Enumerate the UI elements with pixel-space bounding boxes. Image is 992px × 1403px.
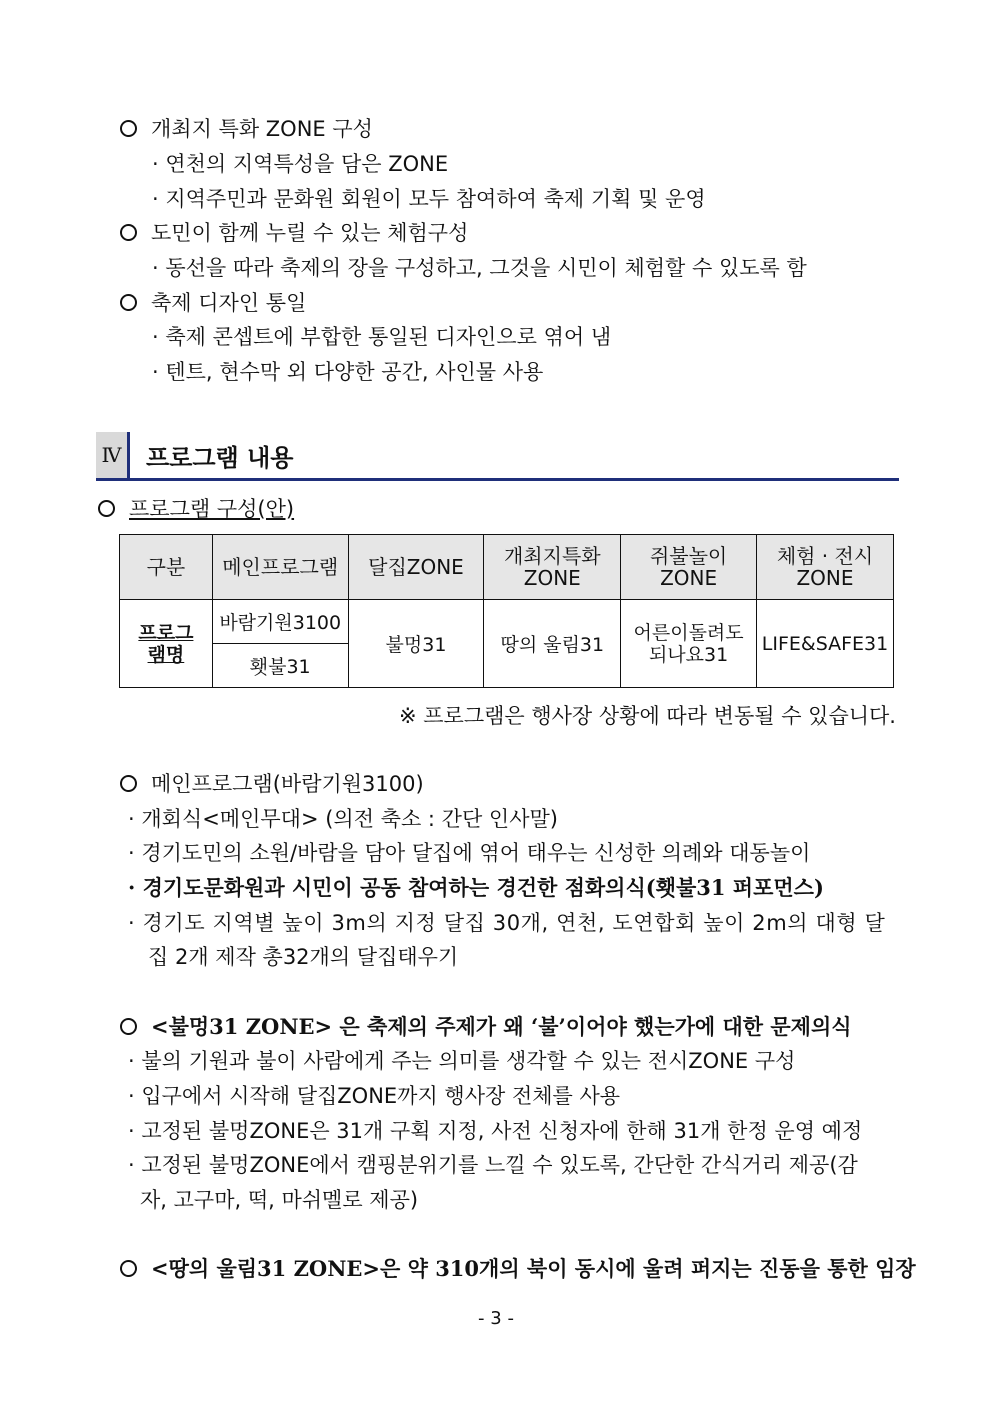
- sub-item: · 축제 콘셉트에 부합한 통일된 디자인으로 엮어 냄: [152, 325, 612, 349]
- row-label: 프로그 램명: [120, 600, 213, 688]
- sub-item-continued: 자, 고구마, 떡, 마쉬멜로 제공): [140, 1188, 419, 1212]
- bullet-item-2: 도민이 함께 누릴 수 있는 체험구성: [120, 218, 468, 248]
- circle-bullet-icon: [120, 775, 137, 792]
- sub-item: · 연천의 지역특성을 담은 ZONE: [152, 152, 449, 176]
- bulmeong-heading: <불멍31 ZONE> 은 축제의 주제가 왜 ‘불’이어야 했는가에 대한 문제의식: [120, 1012, 852, 1042]
- program-heading: 프로그램 구성(안): [98, 494, 294, 524]
- section-title: 프로그램 내용: [146, 444, 294, 472]
- circle-bullet-icon: [120, 120, 137, 137]
- sub-item-continued: 집 2개 제작 총32개의 달집태우기: [148, 945, 459, 969]
- sub-item: · 경기도민의 소원/바람을 담아 달집에 엮어 태우는 신성한 의례와 대동놀이: [128, 841, 811, 865]
- table-note: ※ 프로그램은 행사장 상황에 따라 변동될 수 있습니다.: [398, 704, 896, 728]
- sub-item: · 동선을 따라 축제의 장을 구성하고, 그것을 시민이 체험할 수 있도록 함: [152, 256, 807, 280]
- sub-item: · 지역주민과 문화원 회원이 모두 참여하여 축제 기획 및 운영: [152, 187, 706, 211]
- page-number: - 3 -: [478, 1308, 514, 1329]
- table-cell: 불멍31: [348, 600, 484, 688]
- section-divider: [96, 478, 899, 481]
- bullet-item-3: 축제 디자인 통일: [120, 288, 306, 318]
- circle-bullet-icon: [98, 500, 115, 517]
- table-row: [120, 600, 894, 644]
- table-header-row: [120, 535, 894, 600]
- table-cell: 바람기원3100: [212, 600, 348, 644]
- sub-item: · 경기도 지역별 높이 3m의 지정 달집 30개, 연천, 도연합회 높이 2m의 대형 달: [128, 911, 886, 935]
- table-cell: 횃불31: [212, 644, 348, 688]
- table-header-cell: 체험 · 전시 ZONE: [756, 535, 893, 600]
- sub-item-bold: · 경기도문화원과 시민이 공동 참여하는 경건한 점화의식(횃불31 퍼포먼스): [128, 875, 824, 900]
- sub-item: · 고정된 불멍ZONE은 31개 구획 지정, 사전 신청자에 한해 31개 한정 운영 예정: [128, 1119, 863, 1143]
- main-program-heading: 메인프로그램(바람기원3100): [120, 769, 424, 799]
- bullet-item-1: 개최지 특화 ZONE 구성: [120, 114, 373, 144]
- table-header-cell: 구분: [120, 535, 213, 600]
- circle-bullet-icon: [120, 224, 137, 241]
- section-number: Ⅳ: [96, 432, 130, 478]
- sub-item: · 입구에서 시작해 달집ZONE까지 행사장 전체를 사용: [128, 1084, 621, 1108]
- table-header-cell: 쥐불놀이 ZONE: [621, 535, 757, 600]
- circle-bullet-icon: [120, 1018, 137, 1035]
- sub-item: · 개회식<메인무대> (의전 축소 : 간단 인사말): [128, 807, 558, 831]
- circle-bullet-icon: [120, 294, 137, 311]
- ttang-heading: <땅의 울림31 ZONE>은 약 310개의 북이 동시에 울려 퍼지는 진동을 통한 임장: [120, 1254, 916, 1284]
- table-cell: 어른이돌려도 되나요31: [621, 600, 757, 688]
- program-table: [119, 534, 894, 688]
- table-cell: LIFE&SAFE31: [756, 600, 893, 688]
- table-cell: 땅의 울림31: [484, 600, 621, 688]
- circle-bullet-icon: [120, 1260, 137, 1277]
- table-header-cell: 달집ZONE: [348, 535, 484, 600]
- sub-item: · 불의 기원과 불이 사람에게 주는 의미를 생각할 수 있는 전시ZONE 구성: [128, 1049, 796, 1073]
- table-header-cell: 메인프로그램: [212, 535, 348, 600]
- table-header-cell: 개최지특화 ZONE: [484, 535, 621, 600]
- sub-item: · 고정된 불멍ZONE에서 캠핑분위기를 느낄 수 있도록, 간단한 간식거리 제공(감: [128, 1153, 858, 1177]
- sub-item: · 텐트, 현수막 외 다양한 공간, 사인물 사용: [152, 360, 544, 384]
